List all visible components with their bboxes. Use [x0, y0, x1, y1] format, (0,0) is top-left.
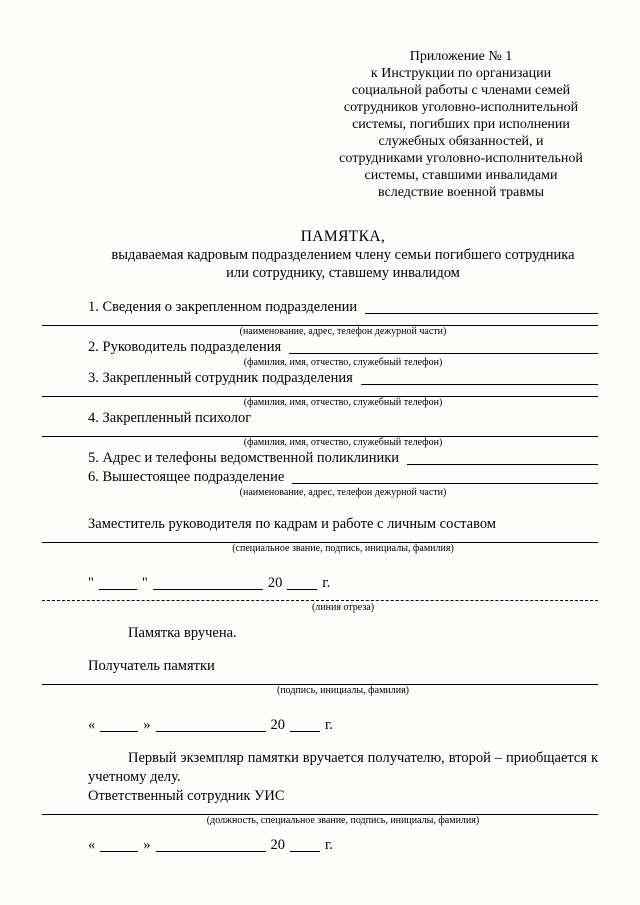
appendix-line: служебных обязанностей, и [378, 134, 544, 149]
appendix-line: социальной работы с членами семей [351, 83, 571, 98]
year-suffix: г. [322, 575, 331, 591]
appendix-line: системы, погибших при исполнении [352, 117, 570, 132]
memo-handed-text: Памятка вручена. [128, 625, 237, 641]
month-fill-line [153, 589, 263, 590]
year-century: 20 [270, 837, 285, 853]
document-title: ПАМЯТКА, [300, 228, 386, 245]
form-item-2-caption: (фамилия, имя, отчество, служебный телефон) [243, 357, 443, 368]
form-item-4-caption: (фамилия, имя, отчество, служебный телефон) [243, 437, 443, 448]
form-item-1 [88, 298, 598, 317]
form-item-1-label: 1. Сведения о закрепленном подразделении [88, 299, 358, 315]
year-fill-line [290, 731, 320, 732]
form-item-4-rule [42, 428, 598, 437]
year-suffix: г. [325, 837, 333, 853]
month-fill-line [156, 851, 266, 852]
appendix-line: к Инструкции по организации [370, 66, 552, 81]
close-guillemet: » [143, 717, 151, 733]
form-item-4-label: 4. Закрепленный психолог [88, 410, 252, 426]
form-item-2-label: 2. Руководитель подразделения [88, 339, 282, 355]
deputy-signature-label: Заместитель руководителя по кадрам и работе с личным составом [88, 516, 496, 532]
close-guillemet: » [143, 837, 151, 853]
form-item-5 [88, 449, 598, 468]
month-fill-line [156, 731, 266, 732]
date-line-2 [88, 715, 598, 735]
year-century: 20 [267, 575, 283, 591]
year-fill-line [290, 851, 320, 852]
document-subtitle-line2: или сотруднику, ставшему инвалидом [226, 265, 460, 281]
cut-line-caption: (линия отреза) [311, 602, 375, 613]
form-item-6-label: 6. Вышестоящее подразделение [88, 469, 285, 485]
day-fill-line [100, 851, 138, 852]
form-item-2 [88, 338, 598, 357]
form-item-3-rule [42, 388, 598, 397]
form-item-1-fill-line [365, 313, 598, 314]
recipient-signature-rule [42, 676, 598, 685]
date-line-3 [88, 835, 598, 855]
year-fill-line [287, 589, 317, 590]
responsible-label: Ответственный сотрудник УИС [88, 788, 285, 804]
form-item-1-rule [42, 317, 598, 326]
appendix-line: сотрудниками уголовно-исполнительной [339, 151, 583, 166]
form-item-2-fill-line [289, 353, 598, 354]
form-item-4 [88, 409, 598, 428]
responsible-signature-rule [42, 806, 598, 815]
deputy-signature-rule [42, 534, 598, 543]
year-century: 20 [270, 717, 285, 733]
recipient-label: Получатель памятки [88, 658, 215, 674]
responsible-signature-caption: (должность, специальное звание, подпись, инициалы, фамилия) [206, 815, 480, 826]
open-quote: " [88, 575, 94, 591]
date-line-1 [88, 573, 598, 593]
form-item-3-caption: (фамилия, имя, отчество, служебный телефон) [243, 397, 443, 408]
note-paragraph: Первый экземпляр памятки вручается получателю, второй – приобщается к учетному делу. [88, 750, 598, 785]
form-item-6-fill-line [292, 483, 598, 484]
deputy-signature-caption: (специальное звание, подпись, инициалы, фамилия) [232, 543, 454, 554]
document-subtitle-line1: выдаваемая кадровым подразделением члену семьи погибшего сотрудника [111, 247, 575, 263]
day-fill-line [100, 731, 138, 732]
appendix-line: сотрудников уголовно-исполнительной [343, 100, 579, 115]
form-item-3-label: 3. Закрепленный сотрудник подразделения [88, 370, 353, 386]
appendix-line: вследствие военной травмы [377, 185, 545, 200]
form-item-1-caption: (наименование, адрес, телефон дежурной части) [239, 326, 447, 337]
open-guillemet: « [88, 837, 96, 853]
open-guillemet: « [88, 717, 96, 733]
form-item-6 [88, 468, 598, 487]
form-item-3 [88, 369, 598, 388]
form-item-5-fill-line [407, 464, 598, 465]
cut-line [42, 600, 598, 601]
close-quote: " [141, 575, 148, 591]
day-fill-line [99, 589, 137, 590]
year-suffix: г. [325, 717, 333, 733]
appendix-block [324, 48, 598, 201]
form-item-5-label: 5. Адрес и телефоны ведомственной поликлиники [88, 450, 400, 466]
recipient-signature-caption: (подпись, инициалы, фамилия) [276, 685, 410, 696]
form-item-6-caption: (наименование, адрес, телефон дежурной части) [239, 487, 447, 498]
appendix-line: системы, ставшими инвалидами [364, 168, 558, 183]
appendix-line: Приложение № 1 [409, 49, 513, 64]
form-item-3-fill-line [361, 384, 598, 385]
